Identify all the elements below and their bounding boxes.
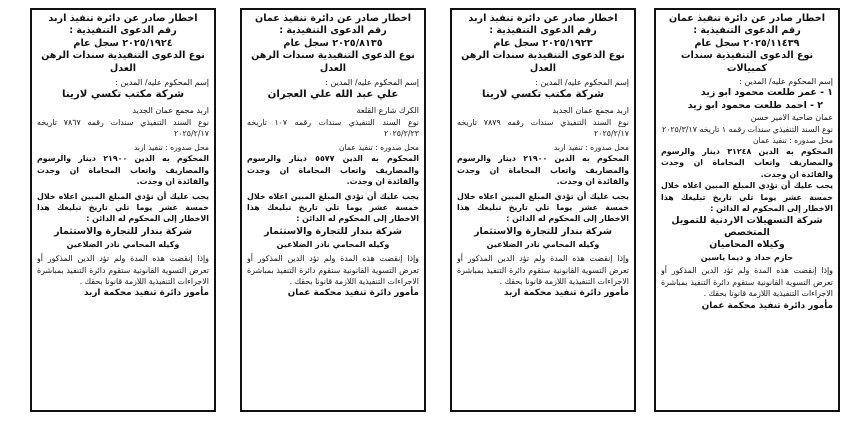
debtor-label: إسم المحكوم عليه/ المدين : [535, 78, 629, 88]
judgment-amount: المحكوم به الدين ٣١٢٤٨ دينار والرسوم والمصاريف واتعاب المحاماة ان وجدت والفائدة ان وجدت. [661, 147, 833, 179]
creditor-name: شركة بندار للتجارة والاستثمار [54, 225, 192, 237]
notice-title: اخطار صادر عن دائرة تنفيذ عمان [669, 13, 825, 24]
judgment-amount: المحكوم به الدين ٢١٩٠٠ دينار والرسوم والمصاريف واتعاب المحاماة ان وجدت والفائدة ان وجدت. [37, 154, 209, 187]
notice-irbid-1923 [450, 8, 636, 412]
debtor-address: عمان ضاحية الامير حسن [750, 113, 833, 123]
debtor-2: ٢ - احمد طلعت محمود ابو زيد [687, 99, 823, 111]
case-number-label: رقم الدعوى التنفيذية : [489, 25, 597, 37]
payment-notice: يجب عليك أن تؤدي المبلغ المبين اعلاه خلال خمسة عشر يوما تلي تاريخ تبليغك هذا الاخطار إلى المحكوم له الدائن : [661, 181, 833, 214]
notice-footer: مأمور دائرة تنفيذ محكمة عمان [287, 288, 419, 299]
debtor-address: اربد مجمع عمان الجديد [552, 106, 629, 116]
warning-text: وإذا إنقضت هذه المدة ولم تؤد الدين المذكور أو تعرض التسوية القانونية ستقوم دائرة التنفيذ بمباشرة الاجراءات التنفيذية اللازمة قانونا بحقك . [457, 254, 629, 286]
issue-place: محل صدوره : تنفيذ اربد [553, 143, 629, 153]
creditor-agent-label: وكيلاه المحاميان [709, 239, 785, 251]
bond-info: نوع السند التنفيذي سندات رقمه ١٠٧ تاريخه ٢٠٢٥/٢/٢٣ [247, 117, 419, 139]
debtor-1: ١ - عمر طلعت محمود ابو زيد [700, 87, 833, 99]
debtor-name: علي عبد الله علي العجران [267, 89, 399, 101]
case-number: ٢٠٢٥/١١٤٣٩ سجل عام [694, 37, 800, 49]
case-number-label: رقم الدعوى التنفيذية : [279, 25, 387, 37]
creditor-agent: وكيله المحامي نادر الضلاعين [486, 239, 600, 249]
warning-text: وإذا إنقضت هذه المدة ولم تؤد الدين المذكور أو تعرض التسوية القانونية ستقوم دائرة التنفيذ بمباشرة الاجراءات التنفيذية اللازمة قانونا بحقك . [37, 254, 209, 286]
notice-amman-11439 [654, 8, 840, 412]
debtor-label: إسم المحكوم عليه/ المدين : [739, 77, 833, 87]
creditor-agent: وكيله المحامي نادر الضلاعين [276, 239, 390, 249]
issue-place: محل صدوره : تنفيذ عمان [752, 136, 833, 146]
debtor-address: اربد مجمع عمان الجديد [132, 106, 209, 116]
debtor-address: الكرك شارع القلعة [356, 106, 419, 116]
bond-info: نوع السند التنفيذي سندات رقمه ٧٨٧٩ تاريخه ٢٠٢٥/٢/١٧ [457, 117, 629, 139]
judgment-amount: المحكوم به الدين ٢١٩٠٠ دينار والرسوم والمصاريف واتعاب المحاماة ان وجدت والفائدة ان وجدت. [457, 154, 629, 187]
notice-title: اخطار صادر عن دائرة تنفيذ اربد [468, 13, 618, 24]
issue-place: محل صدوره : تنفيذ اربد [133, 143, 209, 153]
debtor-name: شركة مكتب تكسي لارينا [62, 89, 184, 101]
notice-amman-8135 [240, 8, 426, 412]
creditor-agents: حازم حداد و ديما ياسين [700, 252, 794, 262]
warning-text: وإذا إنقضت هذه المدة ولم تؤد الدين المذكور أو تعرض التسوية القانونية ستقوم دائرة التنفيذ بمباشرة الاجراءات التنفيذية اللازمة قانونا بحقك . [661, 266, 833, 298]
bond-info: نوع السند التنفيذي سندات رقمه ٧٨٦٧ تاريخه ٢٠٢٥/٢/١٧ [37, 117, 209, 139]
case-number: ٢٠٢٥/١٩٢٤ سجل عام [73, 37, 173, 49]
case-number: ٢٠٢٥/١٩٢٣ سجل عام [493, 37, 593, 49]
payment-notice: يجب عليك أن تؤدي المبلغ المبين اعلاه خلال خمسة عشر يوما تلي تاريخ تبليغك هذا الاخطار إلى المحكوم له الدائن : [457, 191, 629, 224]
creditor-name: شركة بندار للتجارة والاستثمار [474, 225, 612, 237]
notice-footer: مأمور دائرة تنفيذ محكمة اربد [503, 288, 629, 299]
debtor-label: إسم المحكوم عليه/ المدين : [115, 78, 209, 88]
case-number-label: رقم الدعوى التنفيذية : [69, 25, 177, 37]
case-type: نوع الدعوى التنفيذية سندات الرهن العدل [251, 50, 415, 74]
notice-title: اخطار صادر عن دائرة تنفيذ اربد [48, 13, 198, 24]
creditor-name: شركة التسهيلات الاردنية للتمويل المتخصص [671, 214, 823, 238]
notice-irbid-1924 [30, 8, 216, 412]
notice-footer: مأمور دائرة تنفيذ محكمة اربد [83, 288, 209, 299]
creditor-agent: وكيله المحامي نادر الضلاعين [66, 239, 180, 249]
payment-notice: يجب عليك أن تؤدي المبلغ المبين اعلاه خلال خمسة عشر يوما تلي تاريخ تبليغك هذا الاخطار إلى المحكوم له الدائن : [247, 191, 419, 224]
judgment-amount: المحكوم به الدين ٥٥٧٧ دينار والرسوم والمصاريف واتعاب المحاماة ان وجدت والفائدة ان وجدت. [247, 154, 419, 187]
notice-footer: مأمور دائرة تنفيذ محكمة عمان [701, 301, 833, 312]
case-number-label: رقم الدعوى التنفيذية : [693, 25, 801, 37]
creditor-name: شركة بندار للتجارة والاستثمار [264, 225, 402, 237]
debtor-name: شركة مكتب تكسي لارينا [482, 89, 604, 101]
bond-info: نوع السند التنفيذي سندات رقمه ١ تاريخه ٢٠٢٥/٣/١٧ [661, 124, 833, 134]
payment-notice: يجب عليك أن تؤدي المبلغ المبين اعلاه خلال خمسة عشر يوما تلي تاريخ تبليغك هذا الاخطار إلى المحكوم له الدائن : [37, 191, 209, 224]
case-number: ٢٠٢٥/٨١٣٥ سجل عام [283, 37, 383, 49]
warning-text: وإذا إنقضت هذه المدة ولم تؤد الدين المذكور أو تعرض التسوية القانونية ستقوم دائرة التنفيذ بمباشرة الاجراءات التنفيذية اللازمة قانونا بحقك . [247, 254, 419, 286]
case-type: نوع الدعوى التنفيذية سندات الرهن العدل [41, 50, 205, 74]
case-type: نوع الدعوى التنفيذية سندات كمبيالات [680, 50, 814, 74]
notice-title: اخطار صادر عن دائرة تنفيذ عمان [255, 13, 411, 24]
case-type: نوع الدعوى التنفيذية سندات الرهن العدل [461, 50, 625, 74]
debtor-label: إسم المحكوم عليه/ المدين : [325, 78, 419, 88]
issue-place: محل صدوره : تنفيذ عمان [338, 143, 419, 153]
